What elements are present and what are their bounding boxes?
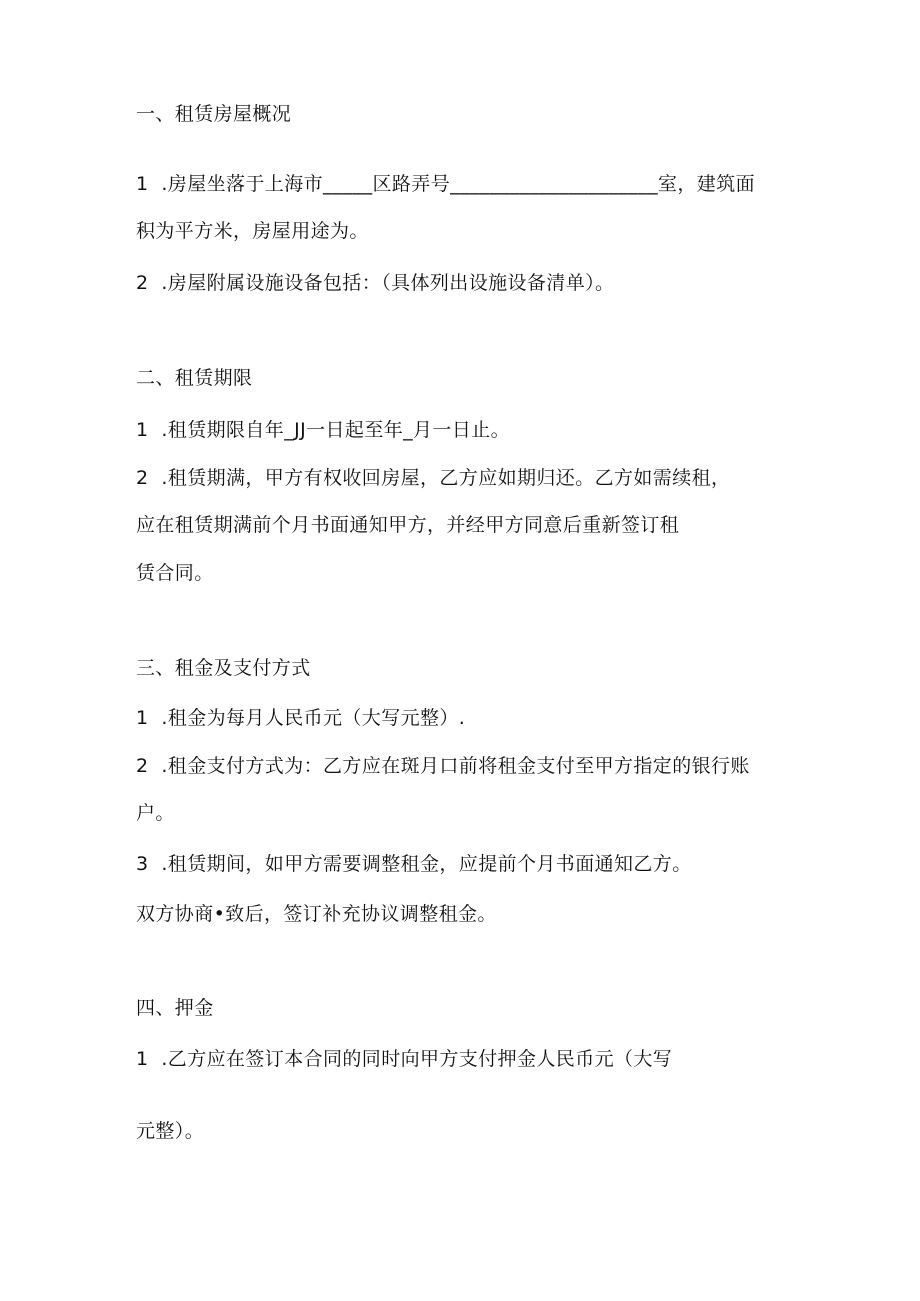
section-heading-4: 四、押金 [136,997,214,1019]
section-heading-1: 一、租赁房屋概况 [136,103,292,125]
paragraph-line: 2 .租金支付方式为：乙方应在斑月口前将租金支付至甲方指定的银行账 [136,755,750,777]
paragraph-line: 2 .租赁期满，甲方有权收回房屋，乙方应如期归还。乙方如需续租， [136,467,731,489]
section-heading-3: 三、租金及支付方式 [136,657,311,679]
section-heading-2: 二、租赁期限 [136,367,253,389]
paragraph-line: 赁合同。 [136,562,214,584]
paragraph-line: 双方协商•致后，签订补充协议调整租金。 [136,903,497,925]
paragraph-line: 1 .租赁期限自年_JJ一日起至年_月一日止。 [136,419,511,441]
paragraph-line: 元整）。 [136,1120,205,1142]
paragraph-line: 1 .乙方应在签订本合同的同时向甲方支付押金人民币元（大写 [136,1048,673,1070]
paragraph-line: 1 .房屋坐落于上海市_____区路弄号_____________________室，建筑面 [136,173,756,195]
paragraph-line: 积为平方米，房屋用途为。 [136,220,369,242]
paragraph-line: 1 .租金为每月人民币元（大写元整）. [136,707,466,729]
paragraph-line: 3 .租赁期间，如甲方需要调整租金，应提前个月书面通知乙方。 [136,853,692,875]
paragraph-line: 应在租赁期满前个月书面通知甲方，并经甲方同意后重新签订租 [136,514,680,536]
paragraph-line: 2 .房屋附属设施设备包括：（具体列出设施设备清单）。 [136,272,615,294]
paragraph-line: 户。 [136,802,175,824]
